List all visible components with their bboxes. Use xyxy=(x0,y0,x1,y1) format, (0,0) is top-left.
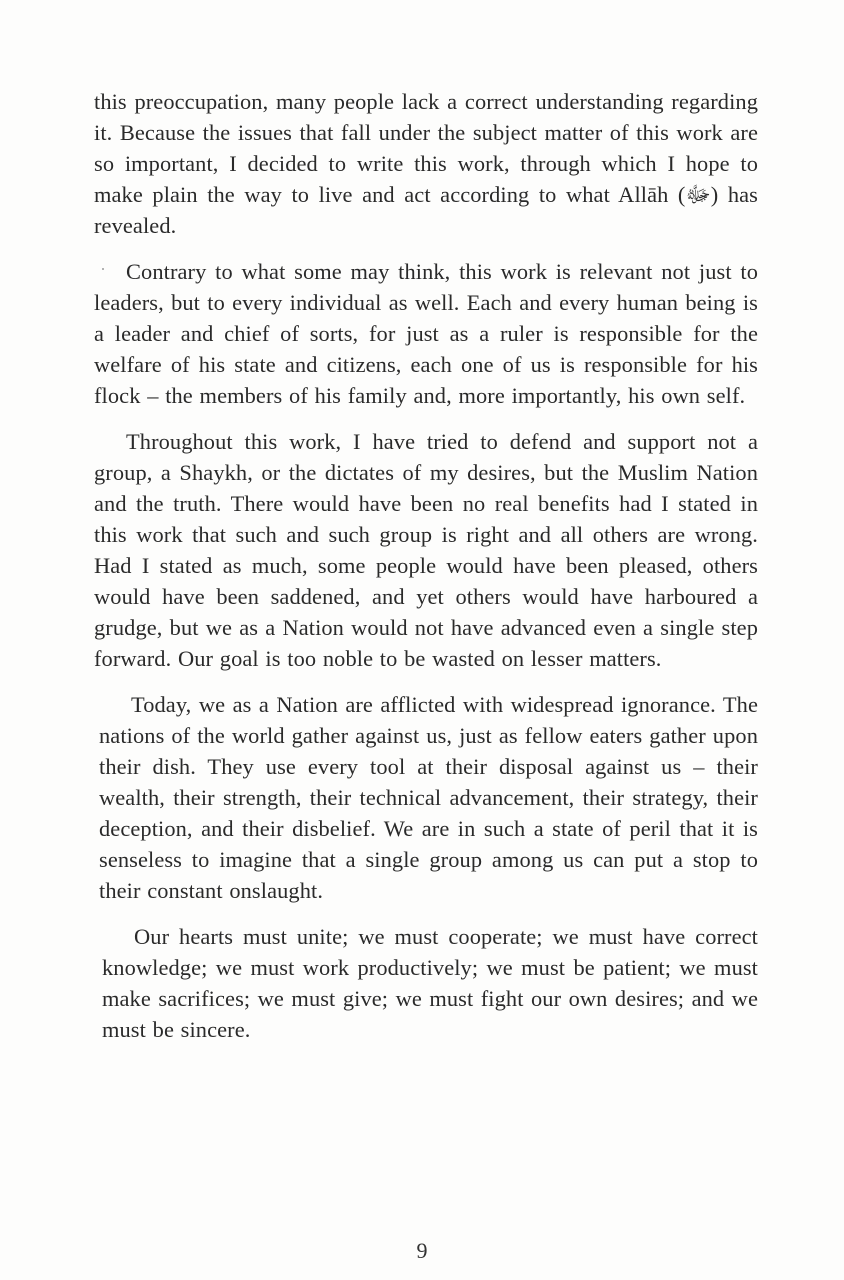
paragraph-3: Throughout this work, I have tried to defend and support not a group, a Shaykh, or the dictates of my desires, but the Muslim Nation and the truth. There would have been no real benefits had I stated in this work that such and such group is right and all others are wrong. Had I stated as much, some people would have been pleased, others would have been saddened, and yet others would have harboured a grudge, but we as a Nation would not have advanced even a single step forward. Our goal is too noble to be wasted on lesser matters. xyxy=(94,429,758,671)
paragraph-5: Our hearts must unite; we must cooperate; we must have correct knowledge; we must work productively; we must be patient; we must make sacrifices; we must give; we must fight our own desires; and we must be sincere. xyxy=(102,924,758,1042)
body-text xyxy=(94,86,758,1060)
paragraph-1: this preoccupation, many people lack a correct understanding regarding it. Because the issues that fall under the subject matter of this work are so important, I decided to write this work, through which I hope to make plain the way to live and act according to what Allāh (ﷻ) has revealed. xyxy=(94,89,758,238)
paragraph-4: Today, we as a Nation are afflicted with widespread ignorance. The nations of the world gather against us, just as fellow eaters gather upon their dish. They use every tool at their disposal against us – their wealth, their strength, their technical advancement, their strategy, their deception, and their disbelief. We are in such a state of peril that it is senseless to imagine that a single group among us can put a stop to their constant onslaught. xyxy=(99,692,758,903)
paragraph-2: Contrary to what some may think, this work is relevant not just to leaders, but to every individual as well. Each and every human being is a leader and chief of sorts, for just as a ruler is responsible for the welfare of his state and citizens, each one of us is responsible for his flock – the members of his family and, more importantly, his own self. xyxy=(94,259,758,408)
page-number: 9 xyxy=(416,1238,428,1263)
